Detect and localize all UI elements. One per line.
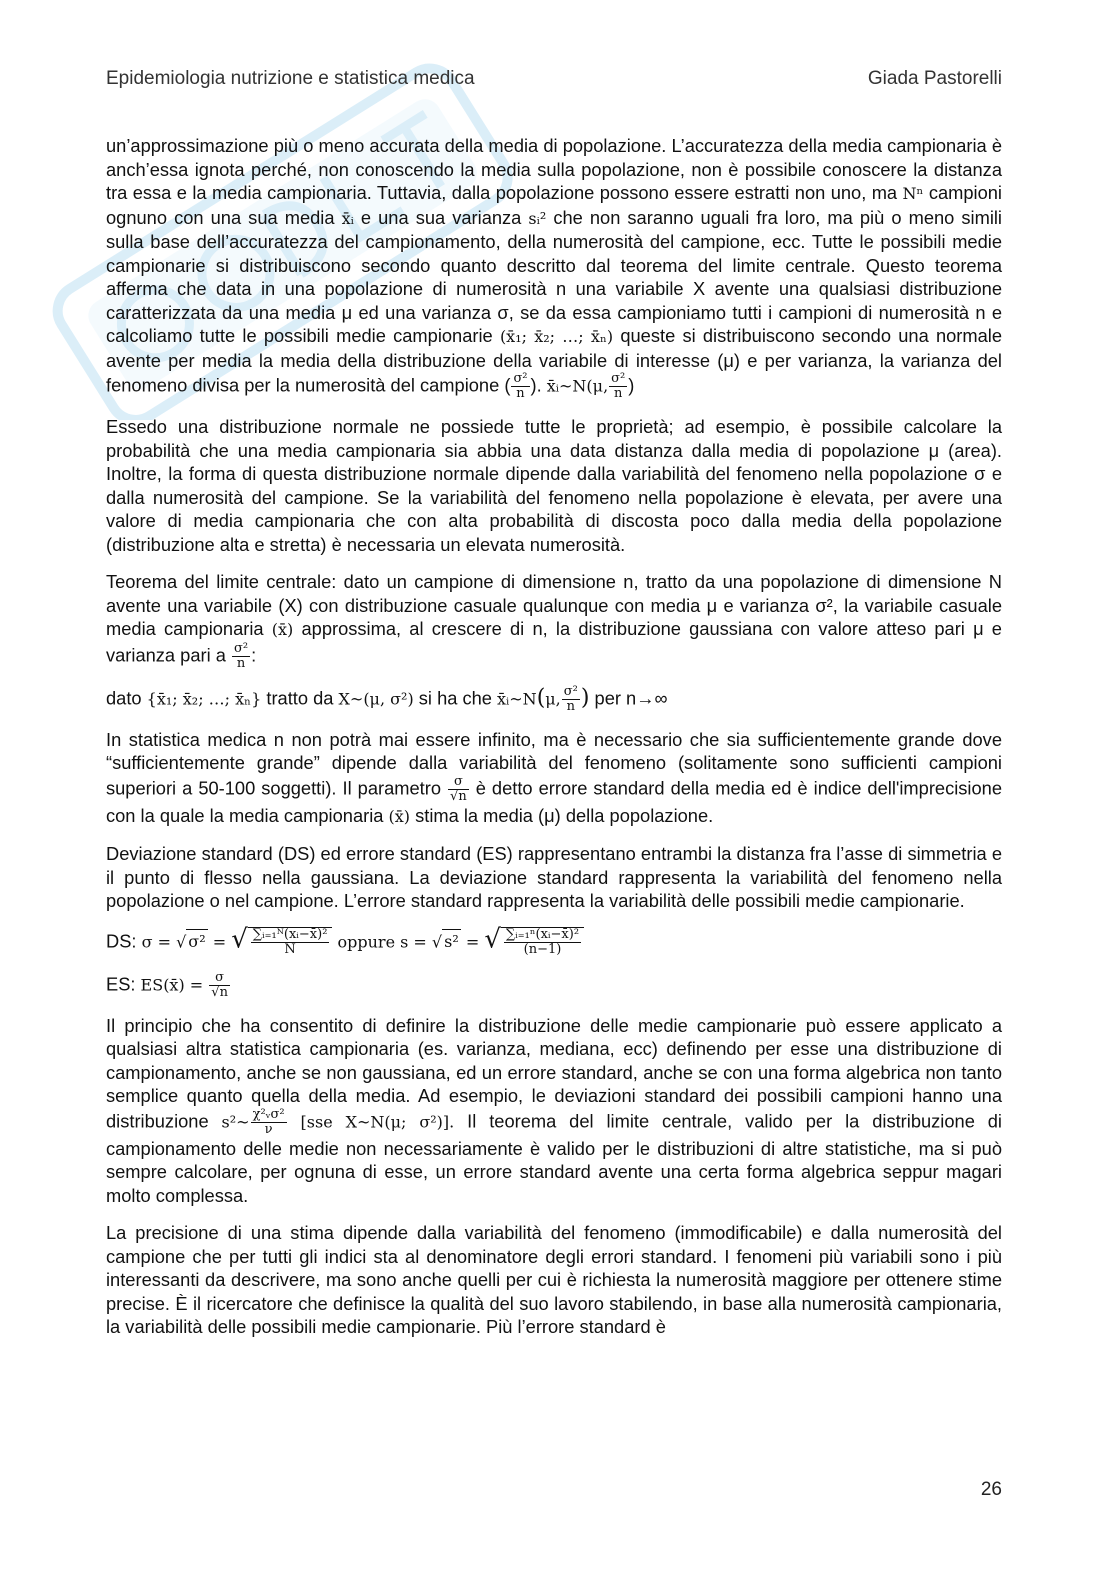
header-author: Giada Pastorelli (867, 68, 1002, 89)
paragraph-2: Essedo una distribuzione normale ne possiede tutte le proprietà; ad esempio, è possibile calcolare la probabilità che una media campionaria sia abbia una data distanza dalla media di popolazione μ (area). Inoltre, la forma di questa distribuzione normale dipende dalla variabilità del fenomeno nella popolazione σ e dalla numerosità del campione. Se la variabilità del fenomeno nella popolazione è elevata, per avere una valore di media campionaria che con alta probabilità di discosta poco dalla media della popolazione (distribuzione alta e stretta) è necessaria un elevata numerosità. (106, 416, 1002, 555)
paragraph-6: Deviazione standard (DS) ed errore standard (ES) rappresentano entrambi la distanza fra l’asse di simmetria e il punto di flesso nella gaussiana. La deviazione standard rappresenta la variabilità del fenomeno nella popolazione o nel campione. L’errore standard rappresenta la variabilità delle possibili medie campionarie. (106, 843, 1002, 911)
header-title: Epidemiologia nutrizione e statistica medica (106, 68, 475, 89)
paragraph-8: La precisione di una stima dipende dalla variabilità del fenomeno (immodificabile) e dalla numerosità del campione che per tutti gli indici sta al denominatore degli errori standard. I fenomeni più variabili sono i più interessanti da descrivere, ma sono anche quelli per cui è richiesta la numerosità maggiore per ottenere stime precise. È il ricercatore che definisce la qualità del suo lavoro stabilendo, in base alla numerosità campionaria, la variabilità delle possibili medie campionarie. Più l’errore standard è (106, 1222, 1002, 1337)
fraction-sigma2-n: $\frac{\text{σ²}}{n}$ (611, 371, 626, 401)
ds-formula: DS: σ = √ σ² = √ $\frac{\text{∑ᵢ₌₁ᴺ(xᵢ−x̄)²}}{N}$ oppure s = √ s² = √ $\frac{\text{∑ᵢ₌₁ⁿ(xᵢ−x̄)²}}{(n-1)}$ (106, 927, 1002, 957)
fraction-sigma2-n: $\frac{\text{σ²}}{n}$ (563, 683, 578, 714)
clt-statement: dato {x̄₁; x̄₂; …; x̄ₙ} tratto da X~(μ, σ²) si ha che x̄ᵢ~N(μ, $\frac{\text{σ²}}{n}$ ) per n→∞ (106, 683, 668, 714)
fraction-chi-square: $\frac{\text{χ²ᵥσ²}}{\nu}$ (252, 1106, 285, 1137)
fraction-ds-population: $\frac{\text{∑ᵢ₌₁ᴺ(xᵢ−x̄)²}}{N}$ (252, 926, 328, 957)
es-formula: ES: ES(x̄) = $\frac{\sigma}{√n}$ (106, 969, 228, 1000)
paragraph-7: Il principio che ha consentito di definire la distribuzione delle medie campionarie può essere applicato a qualsiasi altra statistica campionaria (es. varianza, mediana, ecc) definendo per esse una distribuzione di campionamento, anche se non gaussiana, ed un errore standard, anche se con una forma algebrica non tanto semplice quanto quella della media. Ad esempio, le deviazioni standard dei possibili campioni hanno una distribuzione s²~ $\frac{\text{χ²ᵥσ²}}{\nu}$ [sse X~N(μ; σ²)]. Il teorema del limite centrale, valido per la distribuzione di campionamento delle medie non necessariamente è valido per le distribuzioni di altre statistiche, ma si può sempre calcolare, per ognuna di esse, un errore standard avente una certa forma algebrica seppur magari molto complessa. (106, 1014, 1002, 1206)
page-number: 26 (980, 1479, 1002, 1500)
paragraph-3: Teorema del limite centrale: dato un campione di dimensione n, tratto da una popolazione di dimensione N avente una variabile (X) con distribuzione casuale qualunque con media μ e varianza σ², la variabile casuale media campionaria (x̄) approssima, al crescere di n, la distribuzione gaussiana con valore atteso pari μ e varianza pari a $\frac{\text{σ²}}{n}$ : (106, 571, 1002, 671)
fraction-sigma2-n: $\frac{\text{σ²}}{n}$ (234, 640, 249, 671)
fraction-ds-sample: $\frac{\text{∑ᵢ₌₁ⁿ(xᵢ−x̄)²}}{(n-1)}$ (505, 926, 580, 957)
page-header (106, 68, 1002, 92)
paragraph-1: un’approssimazione più o meno accurata della media di popolazione. L’accuratezza della media campionaria è anch’essa ignota perché, non conoscendo la media sulla popolazione, non è possibile conoscere la distanza tra essa e la media campionaria. Tuttavia, dalla popolazione possono essere estratti non uno, ma Nⁿ campioni ognuno con una sua media x̄ᵢ e una sua varianza sᵢ² che non saranno uguali fra loro, ma più o meno simili sulla base dell’accuratezza del campionamento, della numerosità del campione, ecc. Tutte le possibili medie campionarie si distribuiscono secondo quanto descritto dal teorema del limite centrale. Questo teorema afferma che data in una popolazione di numerosità n una variabile X avente una qualsiasi distribuzione caratterizzata da una media μ ed una varianza σ, se da essa campioniamo tutti i campioni di numerosità n e calcoliamo tutte le possibili medie campionarie (x̄₁; x̄₂; …; x̄ₙ) queste si distribuiscono secondo una normale avente per media la media della distribuzione della variabile di interesse (μ) e per varianza, la varianza del fenomeno divisa per la numerosità del campione ( $\frac{\text{σ²}}{n}$ ). x̄ᵢ~N(μ, $\frac{\text{σ²}}{n}$ ) (106, 135, 1003, 401)
paragraph-5: In statistica medica n non potrà mai essere infinito, ma è necessario che sia sufficientemente grande dove “sufficientemente grande” dipende dalla variabilità del fenomeno (solitamente sono sufficienti campioni superiori a 50-100 soggetti). Il parametro $\frac{\sigma}{√n}$ è detto errore standard della media ed è indice dell'imprecisione con la quale la media campionaria (x̄) stima la media (μ) della popolazione. (106, 728, 1002, 826)
document-body (106, 134, 1002, 1353)
fraction-sigma-sqrt-n: $\frac{\sigma}{√n}$ (450, 773, 467, 804)
fraction-es: $\frac{\sigma}{√n}$ (211, 969, 228, 1000)
fraction-sigma2-n: $\frac{\text{σ²}}{n}$ (513, 371, 528, 401)
